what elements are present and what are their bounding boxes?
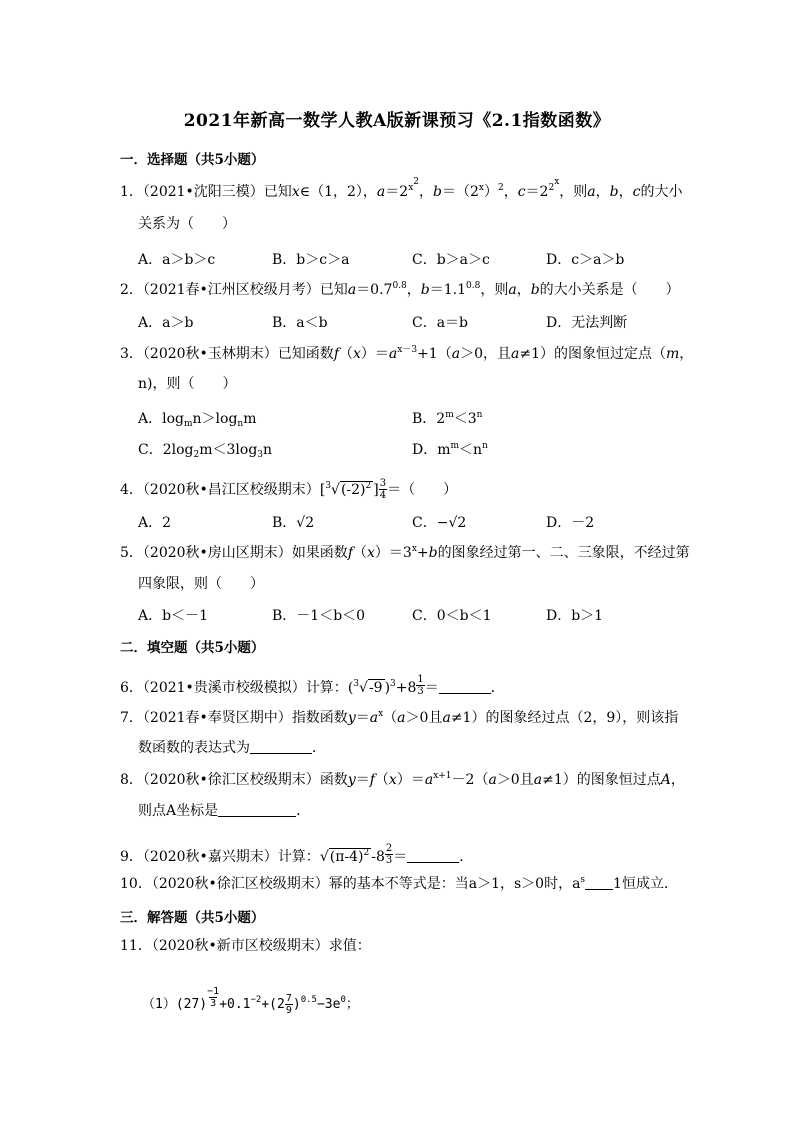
question-1: [120, 177, 683, 202]
question-source: （2021春•奉贤区期中）: [142, 710, 292, 726]
option-c[interactable]: C．a＝b: [412, 315, 469, 331]
question-text: 计算：: [305, 680, 348, 696]
question-number: 1．: [120, 184, 143, 200]
question-3-line2: n)，则（ ）: [138, 376, 237, 392]
question-3: [120, 344, 693, 364]
option-d[interactable]: D．$m^m<n^n$: [412, 441, 488, 458]
option-d[interactable]: D．无法判断: [546, 315, 628, 331]
question-number: 8．: [120, 772, 143, 788]
question-text: 指数函数$y=a^x(a>0$且a≠1）的图象经过点（2，9），则该指: [291, 709, 679, 726]
question-source: （2021•贵溪市校级模拟）: [142, 680, 306, 696]
question-text: 已知函数$f(x)=a^{x-3}+1(a>0$，且a≠1）的图象恒过定点（m，: [277, 345, 694, 362]
question-number: 7．: [120, 710, 143, 726]
option-c[interactable]: C．b＞a＞c: [412, 252, 490, 268]
question-text: 则点A坐标是: [138, 803, 219, 819]
question-7-line2: 数函数的表达式为 ．: [138, 740, 326, 756]
question-7: [120, 708, 678, 728]
question-text: 函数$y=f(x)=a^{x+1}-2(a>0$且a≠1）的图象恒过点A，: [319, 771, 685, 788]
question-source: （2020秋•玉林期末）: [142, 346, 278, 362]
question-text: 已知$a=0.7^{0.8}$，$b=1.1^{0.8}$，则a，b的大小关系是（ ）: [319, 281, 680, 298]
question-9: [120, 843, 473, 867]
option-b[interactable]: B．a＜b: [272, 315, 328, 331]
question-11: [120, 936, 371, 956]
answer-blank[interactable]: [585, 875, 613, 890]
question-formula: $√(\pi-4)^2$ -8 $\frac{2}{3}$ ＝ ．: [319, 843, 474, 866]
question-source: （2020秋•徐汇区校级期末）: [151, 876, 329, 892]
section-heading-solve: 三．解答题（共5小题）: [120, 910, 265, 926]
question-number: 10．: [120, 876, 152, 892]
option-d[interactable]: D．b＞1: [546, 608, 604, 624]
option-a[interactable]: A．$\log_mn>\log_nm$: [138, 411, 257, 429]
option-a[interactable]: A．a＞b: [138, 315, 194, 331]
question-source: （2021春•江州区校级月考）: [142, 282, 320, 298]
question-11-part-1: （1）(27) $\frac{-1}{3}$ $+0.1^{-2}+(2$ $\frac{7}{9}$ )$^{0.5}-3e^0$；: [142, 986, 359, 1016]
question-number: 4．: [120, 482, 143, 498]
question-number: 9．: [120, 849, 143, 865]
question-6: [120, 674, 505, 698]
option-c[interactable]: C．$2\log_2m<3\log_3n$: [138, 442, 273, 460]
question-number: 5．: [120, 545, 143, 561]
question-text: 求值：: [328, 938, 371, 954]
question-1-line2: 关系为（ ）: [138, 216, 236, 232]
question-number: 6．: [120, 680, 143, 696]
question-5-line2: 四象限，则（ ）: [138, 576, 264, 592]
option-d[interactable]: D．－2: [546, 515, 595, 531]
option-a[interactable]: A．b＜－1: [138, 608, 208, 624]
option-d[interactable]: D．c＞a＞b: [546, 252, 625, 268]
question-number: 3．: [120, 346, 143, 362]
question-10: 10．（2020秋•徐汇区校级期末）幂的基本不等式是：当a＞1，s＞0时，$a^s$ 1恒成立．: [120, 875, 678, 892]
question-number: 2．: [120, 282, 143, 298]
question-8: [120, 770, 685, 790]
section-heading-fill: 二．填空题（共5小题）: [120, 640, 265, 656]
option-c[interactable]: C．−√2: [412, 515, 467, 531]
option-b[interactable]: B．$2^m<3^n$: [412, 410, 483, 427]
question-text: 数函数的表达式为: [138, 740, 250, 756]
question-text: 已知x∈（1，2），$a=2^{x^2}$，$b=(2^x)^2$，$c=2^{2^x}$，则a，b，c的大小: [263, 177, 683, 200]
question-text: 如果函数$f(x)=3^x+b$的图象经过第一、二、三象限，不经过第: [291, 544, 690, 561]
answer-blank[interactable]: [439, 679, 491, 694]
section-heading-choice: 一．选择题（共5小题）: [120, 152, 265, 168]
part-label: （1）: [142, 997, 176, 1012]
question-4: [120, 478, 457, 501]
answer-blank[interactable]: [218, 802, 296, 817]
option-b[interactable]: B．b＞c＞a: [272, 252, 350, 268]
option-c[interactable]: C．0＜b＜1: [412, 608, 492, 624]
question-source: （2020秋•昌江区校级期末）: [142, 482, 320, 498]
question-source: （2020秋•房山区期末）: [142, 545, 292, 561]
answer-blank[interactable]: [407, 848, 459, 863]
question-number: 11．: [120, 938, 152, 954]
question-2: [120, 280, 680, 300]
option-a[interactable]: A．a＞b＞c: [138, 252, 216, 268]
question-text: 计算：: [277, 849, 320, 865]
answer-blank[interactable]: [250, 739, 312, 754]
question-source: （2020秋•新市区校级期末）: [151, 938, 329, 954]
question-formula: ($^3$√-9 )$^3$+8 $\frac{1}{3}$ ＝ ．: [347, 674, 505, 697]
option-a[interactable]: A．2: [138, 515, 172, 531]
question-8-line2: 则点A坐标是 ．: [138, 803, 311, 819]
page-title: 2021年新高一数学人教A版新课预习《2.1指数函数》: [183, 111, 611, 131]
option-b[interactable]: B．－1＜b＜0: [272, 608, 366, 624]
question-source: （2020秋•徐汇区校级期末）: [142, 772, 320, 788]
question-source: （2020秋•嘉兴期末）: [142, 849, 278, 865]
question-5: [120, 543, 690, 563]
question-text: 幂的基本不等式是：当a＞1，s＞0时，a: [328, 876, 581, 892]
question-source: （2021•沈阳三模）: [142, 184, 264, 200]
question-formula: [$^3√(-2)^2$ ] $\frac{3}{4}$ ＝（ ）: [319, 478, 458, 501]
option-b[interactable]: B．√2: [272, 515, 315, 531]
